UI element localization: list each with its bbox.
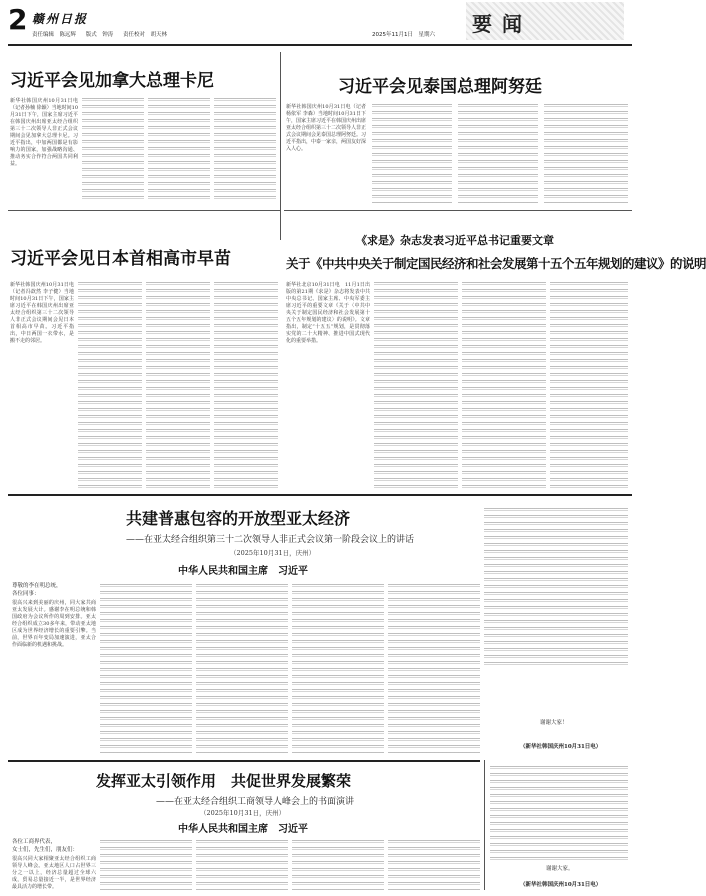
- thailand-body-col-2: [372, 104, 452, 204]
- salutation-line: 各位同事：: [12, 591, 40, 597]
- qiushi-title: 《求是》杂志发表习近平总书记重要文章: [356, 234, 554, 247]
- thailand-lead: 新华社韩国庆州10月31日电（记者杨依军 李森）当地时间10月31日下午，国家主席习近平在韩国庆州出席亚太经合组织第三十二次领导人非正式会议期间会见泰国总理阿努廷。习近平指出，中泰一家亲，两国友好深入人心。: [286, 104, 367, 152]
- speech2-speaker: 中华人民共和国主席 习近平: [178, 824, 308, 835]
- divider: [8, 210, 280, 211]
- editors-line: [32, 30, 175, 38]
- page-number: 2: [8, 3, 28, 36]
- speech1-source: （新华社韩国庆州10月31日电）: [520, 744, 602, 750]
- column-divider: [280, 52, 281, 240]
- masthead-rule: [8, 44, 632, 46]
- speech2-body: 很高兴同大家相聚亚太经合组织工商领导人峰会。亚太地区人口占世界三分之一以上，经济总量超过全球六成，贸易总量接近一半，是世界经济最具活力的增长带。: [12, 856, 96, 890]
- speech1-speaker: 中华人民共和国主席 习近平: [178, 566, 308, 577]
- speech1-date: （2025年10月31日，庆州）: [230, 549, 316, 557]
- canada-body-col-4: [214, 98, 276, 202]
- paper-name: 赣州日报: [32, 12, 89, 26]
- speech2-source: （新华社韩国庆州10月31日电）: [520, 882, 602, 888]
- editor-credit: 责任编辑 陈远辉: [32, 32, 77, 38]
- speech1-closing: 谢谢大家！: [540, 720, 568, 726]
- speech1-body-col-5: [388, 584, 480, 754]
- japan-body-col-2: [78, 282, 142, 490]
- speech1-title: 共建普惠包容的开放型亚太经济: [126, 509, 351, 528]
- speech1-body-col-4: [292, 584, 384, 754]
- qiushi-body-col-4: [550, 282, 628, 490]
- canada-headline: 习近平会见加拿大总理卡尼: [10, 71, 214, 91]
- thailand-body-col-3: [458, 104, 538, 204]
- speech2-body-col-2: [100, 840, 192, 890]
- divider: [284, 210, 632, 211]
- thailand-body-col-4: [544, 104, 628, 204]
- japan-body-col-3: [146, 282, 210, 490]
- section-divider: [8, 494, 632, 496]
- canada-body-col-3: [148, 98, 210, 202]
- speech1-subtitle: ——在亚太经合组织第三十二次领导人非正式会议第一阶段会议上的讲话: [126, 535, 415, 545]
- section-divider: [8, 760, 480, 762]
- speech2-date: （2025年10月31日，庆州）: [200, 809, 286, 817]
- section-title: 要闻: [472, 12, 532, 36]
- japan-lead: 新华社韩国庆州10月31日电（记者冯歆然 李子健）当地时间10月31日下午，国家主席习近平在韩国庆州出席亚太经合组织第三十二次领导人非正式会议期间会见日本首相高市早苗。习近平指出，中日两国一衣带水，是搬不走的邻居。: [10, 282, 74, 344]
- speech2-title: 发挥亚太引领作用 共促世界发展繁荣: [96, 772, 352, 790]
- qiushi-body-col-2: [374, 282, 458, 490]
- canada-lead: 新华社韩国庆州10月31日电（记者孙楠 徐颖）当地时间10月31日下午，国家主席习近平在韩国庆州出席亚太经合组织第三十二次领导人非正式会议期间会见加拿大总理卡尼。习近平指出，中加两国都是有影响力的国家，加强战略沟通、推动务实合作符合两国共同利益。: [10, 98, 78, 167]
- salutation-line: 女士们，先生们，朋友们：: [12, 847, 79, 853]
- proofreader-credit: 责任校对 胡天林: [123, 32, 168, 38]
- issue-date: 2025年11月1日 星期六: [372, 32, 435, 38]
- speech1-body: 很高兴来到美丽的庆州，同大家共商亚太发展大计。感谢李在明总统和韩国政府为会议所作的周到安排。亚太经合组织成立30多年来，带动亚太地区成为世界经济增长的重要引擎。当前，世界百年变局加速演进，亚太合作面临新的机遇和挑战。: [12, 600, 96, 648]
- speech2-salutation: [12, 838, 78, 854]
- salutation-line: 尊敬的李在明总统，: [12, 583, 62, 589]
- speech1-body-col-3: [196, 584, 288, 754]
- qiushi-headline: 关于《中共中央关于制定国民经济和社会发展第十五个五年规划的建议》的说明: [286, 256, 706, 271]
- salutation-line: 各位工商界代表，: [12, 839, 57, 845]
- speech1-body-col-6: [484, 508, 628, 668]
- speech2-body-col-4: [292, 840, 384, 890]
- canada-body-col-2: [82, 98, 144, 202]
- speech2-subtitle: ——在亚太经合组织工商领导人峰会上的书面演讲: [156, 797, 355, 807]
- speech2-body-col-6: [490, 766, 628, 862]
- qiushi-body-col-3: [462, 282, 546, 490]
- qiushi-lead: 新华社北京10月31日电 11月1日出版的第21期《求是》杂志将发表中共中央总书记、国家主席、中央军委主席习近平的重要文章《关于〈中共中央关于制定国民经济和社会发展第十五个五年规划的建议〉的说明》。文章指出，制定“十五五”规划，是贯彻落实党的二十大精神、推进中国式现代化的重要举措。: [286, 282, 370, 344]
- layout-credit: 版式 钟涛: [85, 32, 114, 38]
- thailand-headline: 习近平会见泰国总理阿努廷: [338, 77, 542, 97]
- japan-headline: 习近平会见日本首相高市早苗: [10, 249, 231, 269]
- column-divider: [484, 760, 485, 890]
- speech1-salutation: [12, 582, 62, 598]
- speech1-body-col-2: [100, 584, 192, 754]
- japan-body-col-4: [214, 282, 278, 490]
- speech2-closing: 谢谢大家。: [546, 866, 574, 872]
- speech2-body-col-5: [388, 840, 480, 890]
- speech2-body-col-3: [196, 840, 288, 890]
